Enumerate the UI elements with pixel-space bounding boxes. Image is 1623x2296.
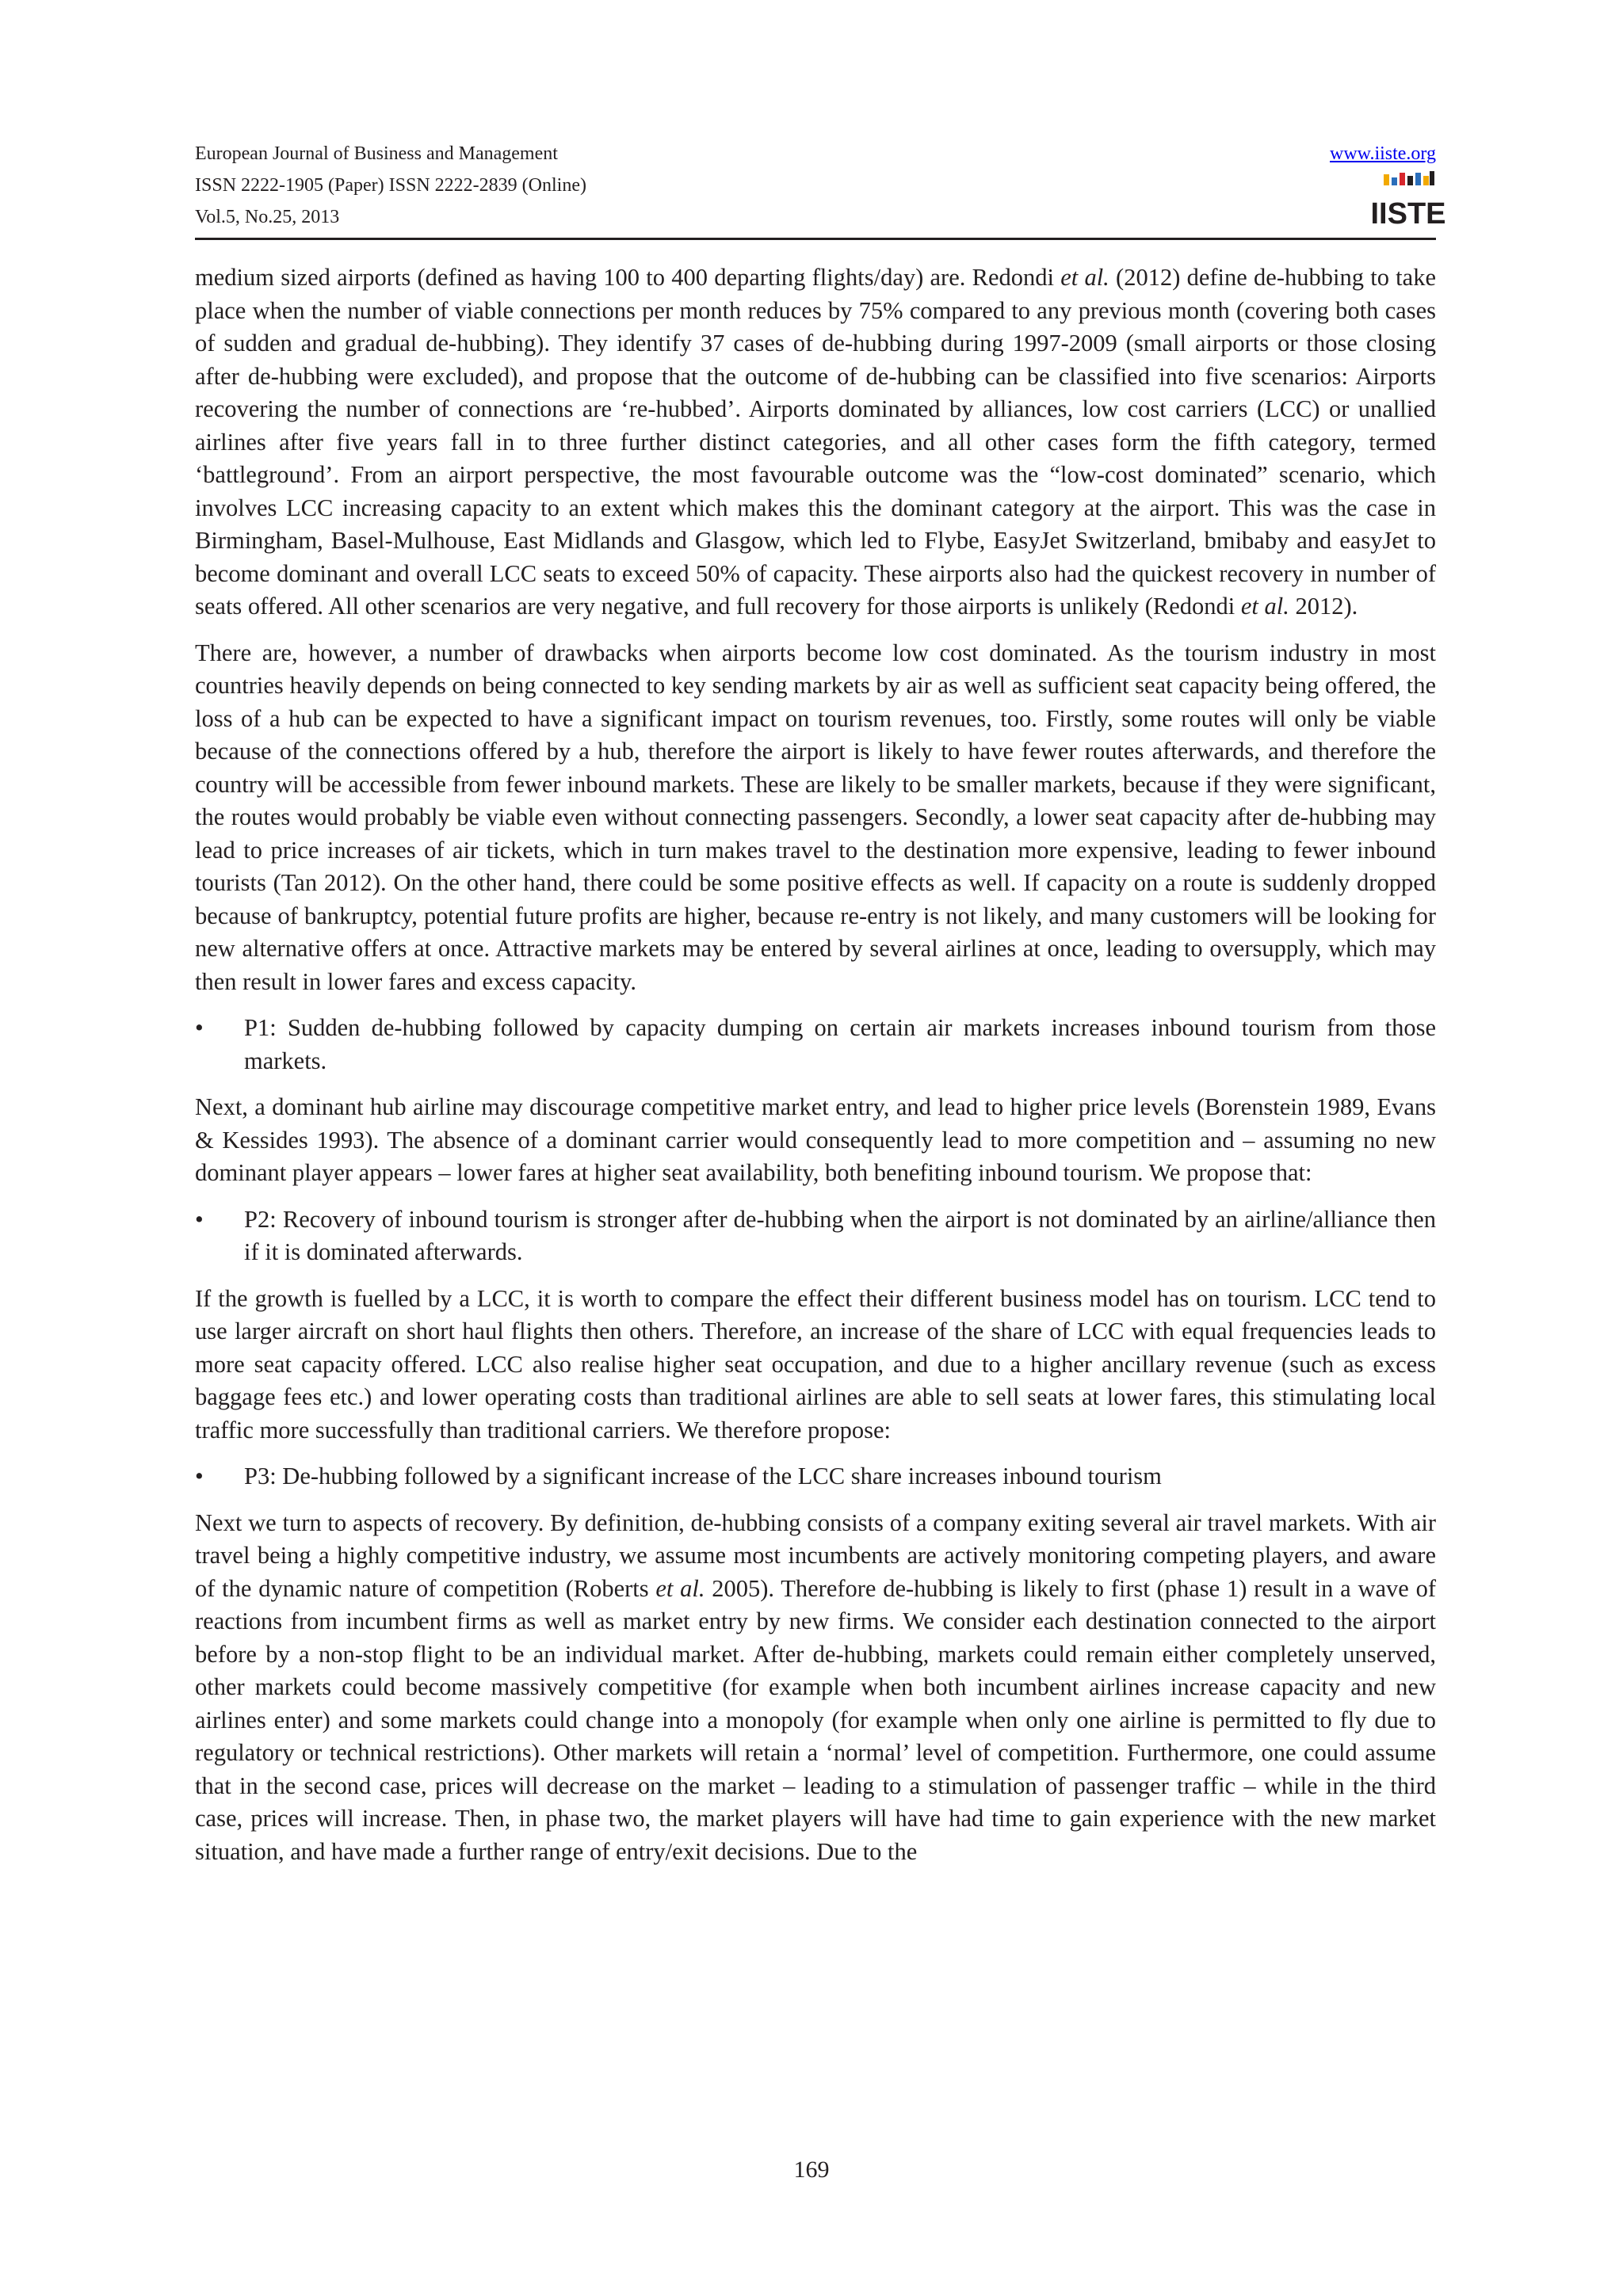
paragraph-3: Next, a dominant hub airline may discourage competitive market entry, and lead to higher price levels (Borenstein 1989, Evans & Kessides 1993). The absence of a dominant carrier would consequently lead to more competition and – assuming no new dominant player appears – lower fares at higher seat availability, both benefiting inbound tourism. We propose that:: [195, 1093, 1436, 1186]
journal-issn: ISSN 2222-1905 (Paper) ISSN 2222-2839 (Online): [195, 175, 586, 196]
bullet-dot: •: [195, 1463, 204, 1489]
proposition-2: • P2: Recovery of inbound tourism is stronger after de-hubbing when the airport is not dominated by an airline/alliance then if it is dominated afterwards.: [195, 1203, 1436, 1269]
paragraph-2: There are, however, a number of drawbacks when airports become low cost dominated. As the tourism industry in most countries heavily depends on being connected to key sending markets by air as well as sufficient seat capacity being offered, the loss of a hub can be expected to have a significant impact on tourism revenues, too. Firstly, some routes will only be viable because of the connections offered by a hub, therefore the airport is likely to have fewer routes afterwards, and therefore the country will be accessible from fewer inbound markets. These are likely to be smaller markets, because if they were significant, the routes would probably be viable even without connecting passengers. Secondly, a lower seat capacity after de-hubbing may lead to price increases of air tickets, which in turn makes travel to the destination more expensive, leading to fewer inbound tourists (Tan 2012). On the other hand, there could be some positive effects as well. If capacity on a route is suddenly dropped because of bankruptcy, potential future profits are higher, because re-entry is not likely, and many customers will be looking for new alternative offers at once. Attractive markets may be entered by several airlines at once, leading to oversupply, which may then result in lower fares and excess capacity.: [195, 639, 1436, 995]
paragraph-4: If the growth is fuelled by a LCC, it is worth to compare the effect their different business model has on tourism. LCC tend to use larger aircraft on short haul flights then others. Therefore, an increase of the share of LCC with equal frequencies leads to more seat capacity offered. LCC also realise higher seat occupation, and due to a higher ancillary revenue (such as excess baggage fees etc.) and lower operating costs than traditional airlines are able to sell seats at lower fares, this stimulating local traffic more successfully than traditional carriers. We therefore propose:: [195, 1284, 1436, 1444]
journal-name: European Journal of Business and Management: [195, 143, 558, 164]
proposition-3: • P3: De-hubbing followed by a significant increase of the LCC share increases inbound tourism: [195, 1460, 1436, 1493]
paragraph-5: Next we turn to aspects of recovery. By definition, de-hubbing consists of a company exiting several air travel markets. With air travel being a highly competitive industry, we assume most incumbents are actively monitoring competing players, and aware of the dynamic nature of competition (Roberts et al. 2005). Therefore de-hubbing is likely to first (phase 1) result in a wave of reactions from incumbent firms as well as market entry by new firms. We consider each destination connected to the airport before by a non-stop flight to be an individual market. After de-hubbing, markets could remain either completely unserved, other markets could become massively competitive (for example when both incumbent airlines increase capacity and new airlines enter) and some markets could change into a monopoly (for example when only one airline is permitted to fly due to regulatory or technical restrictions). Other markets will retain a ‘normal’ level of competition. Furthermore, one could assume that in the second case, prices will decrease on the market – leading to a stimulation of passenger traffic – while in the third case, prices will increase. Then, in phase two, the market players will have had time to gain experience with the new market situation, and have made a further range of entry/exit decisions. Due to the: [195, 1508, 1436, 1865]
website-link[interactable]: www.iiste.org: [1330, 143, 1436, 164]
page-number: 169: [793, 2157, 830, 2183]
proposition-1: • P1: Sudden de-hubbing followed by capacity dumping on certain air markets increases inbound tourism from those markets.: [195, 1012, 1436, 1077]
iiste-logo: [1370, 171, 1446, 231]
bullet-dot: •: [195, 1205, 204, 1233]
bullet-dot: •: [195, 1014, 204, 1041]
logo-text: IISTE: [1370, 197, 1446, 231]
header-right: [1330, 138, 1436, 170]
journal-volume: Vol.5, No.25, 2013: [195, 207, 340, 227]
article-body: [195, 261, 1436, 1882]
journal-info: [195, 138, 586, 233]
paragraph-1: medium sized airports (defined as having 100 to 400 departing flights/day) are. Redondi et al. (2012) define de-hubbing to take place when the number of viable connections per month reduces by 75% compared to any previous month (covering both cases of sudden and gradual de-hubbing). They identify 37 cases of de-hubbing during 1997-2009 (small airports or those closing after de-hubbing were excluded), and propose that the outcome of de-hubbing can be classified into five scenarios: Airports recovering the number of connections are ‘re-hubbed’. Airports dominated by alliances, low cost carriers (LCC) or unallied airlines after five years fall in to three further distinct categories, and all other cases form the fifth category, termed ‘battleground’. From an airport perspective, the most favourable outcome was the “low-cost dominated” scenario, which involves LCC increasing capacity to an extent which makes this the dominant category at the airport. This was the case in Birmingham, Basel-Mulhouse, East Midlands and Glasgow, which led to Flybe, EasyJet Switzerland, bmibaby and easyJet to become dominant and overall LCC seats to exceed 50% of capacity. These airports also had the quickest recovery in number of seats offered. All other scenarios are very negative, and full recovery for those airports is unlikely (Redondi et al. 2012).: [195, 264, 1436, 620]
page-header: [195, 135, 1446, 240]
